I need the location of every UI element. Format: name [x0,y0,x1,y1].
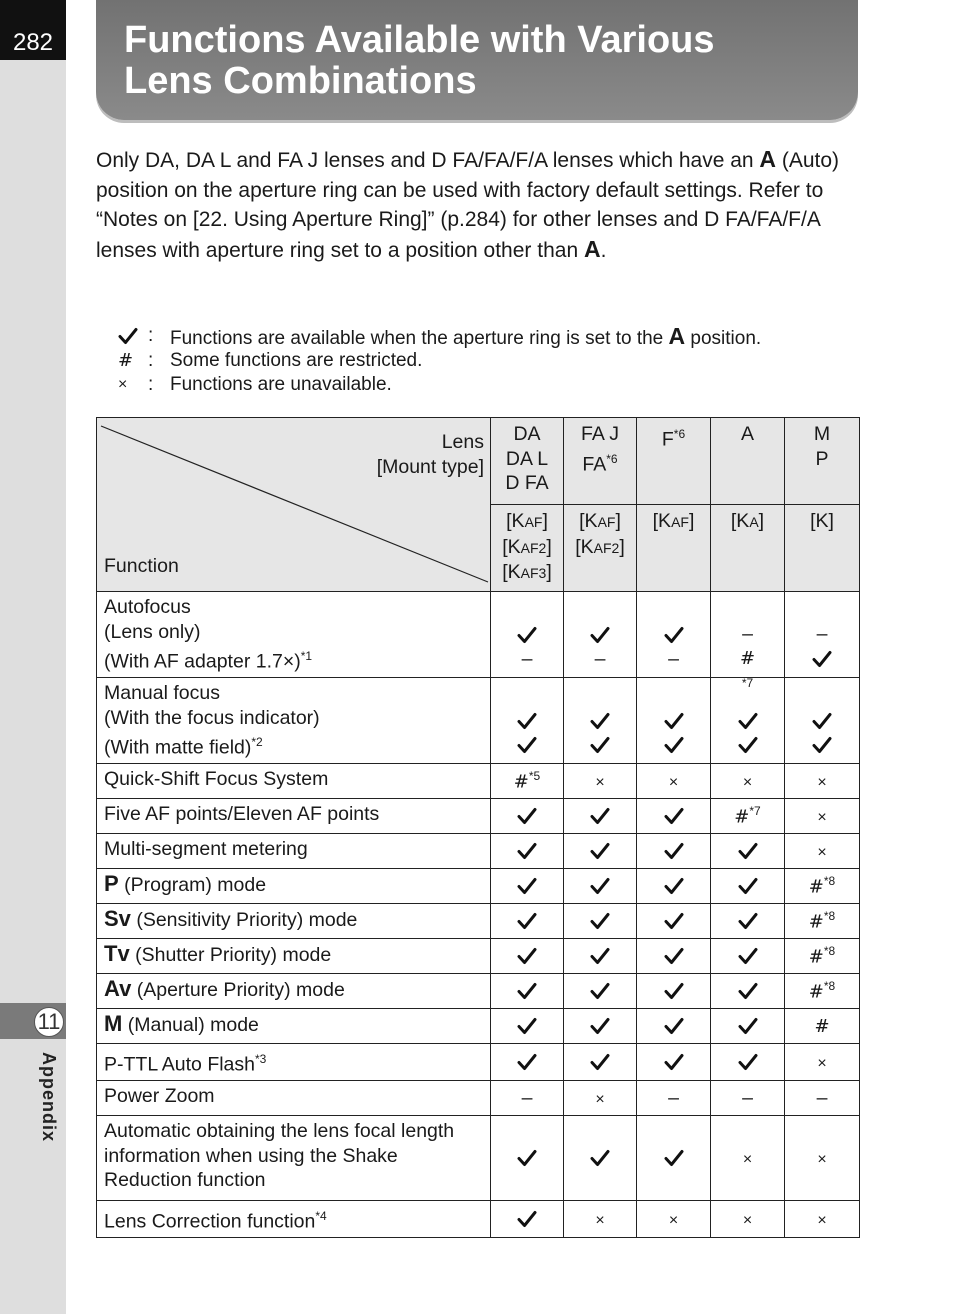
x-icon: × [595,773,605,791]
availability-cell [711,904,785,939]
check-icon [738,736,758,754]
availability-cell [637,764,711,799]
availability-cell [637,1116,711,1201]
x-icon: × [817,773,827,791]
availability-cell [637,904,711,939]
availability-cell [564,1081,637,1116]
check-icon [517,1149,537,1167]
x-icon: × [668,773,679,791]
check-icon [590,1017,610,1035]
footnote-ref: *6 [606,451,618,466]
aperture-a-mark: A [583,235,601,262]
check-icon [738,1053,758,1071]
legend-row-x [118,373,761,398]
availability-cell [637,869,711,904]
availability-cell [711,1116,785,1201]
function-name-cell: Av (Aperture Priority) mode [97,974,491,1009]
hash-icon: # [814,1015,830,1037]
check-icon [664,877,684,895]
check-icon [517,982,537,1000]
dash-icon: – [668,647,679,670]
availability-cell [491,939,564,974]
check-icon [118,327,138,345]
legend-row-hash [118,349,761,374]
availability-cell [637,1201,711,1238]
function-name-cell: Manual focus (With the focus indicator) (With matte field)$^{*2}$ [97,678,491,764]
hash-icon: # [513,771,529,793]
check-icon [517,736,537,754]
check-icon [664,712,684,730]
availability-cell [491,1009,564,1044]
table-row [97,834,860,869]
availability-cell [564,834,637,869]
legend-hash-text: Some functions are restricted. [170,349,423,371]
availability-cell [491,799,564,834]
legend-separator: : [148,349,154,371]
check-icon [590,736,610,754]
mode-symbol: Tv [104,941,130,966]
hash-icon: # [808,876,824,898]
check-icon [738,947,758,965]
check-icon [738,842,758,860]
check-icon [664,982,684,1000]
page-title [124,20,715,102]
availability-cell [491,834,564,869]
mode-symbol: Av [104,976,132,1001]
symbol-legend [118,324,761,398]
header-lens-col-4: A [711,418,785,505]
footnote-ref: *1 [300,649,313,663]
function-name-cell: Autofocus (Lens only) (With AF adapter 1.7×)$^{*1}$ [97,592,491,678]
chapter-number: 11 [34,1007,64,1037]
check-icon [664,1149,684,1167]
page-title-line-1: Functions Available with Various [124,19,715,61]
check-icon [517,1210,537,1228]
check-icon [664,626,684,644]
check-icon [517,912,537,930]
hash-icon: # [808,911,824,933]
x-icon: × [817,843,827,861]
check-icon [590,1149,610,1167]
availability-cell [637,1081,711,1116]
function-name-cell: P-TTL Auto Flash$^{*3}$ [97,1044,491,1081]
check-icon [590,877,610,895]
availability-cell [785,1201,860,1238]
legend-separator: : [148,325,154,347]
check-icon [590,712,610,730]
x-icon: × [742,1150,753,1168]
availability-cell [564,974,637,1009]
availability-cell [711,974,785,1009]
availability-cell [711,1009,785,1044]
table-row [97,592,860,678]
page-title-line-2: Lens Combinations [124,60,477,102]
availability-cell [637,1009,711,1044]
footnote-ref: *8 [823,908,836,923]
availability-cell [564,869,637,904]
mode-symbol: Sv [104,906,131,931]
dash-icon: – [742,623,753,645]
availability-cell [711,1081,785,1116]
header-mount-col-1: [KAF] [KAF2] [KAF3] [491,505,564,592]
availability-cell [637,592,711,678]
table-row [97,1116,860,1201]
function-name-cell: P (Program) mode [97,869,491,904]
availability-cell [491,764,564,799]
dash-icon: – [521,647,533,670]
header-mount-col-4: [KA] [711,505,785,592]
legend-check-text: Functions are available when the aperture ring is set to the A position. [170,322,762,349]
availability-cell [491,1116,564,1201]
x-icon: × [742,773,753,791]
x-icon: × [595,1090,605,1108]
availability-cell [711,1044,785,1081]
availability-cell [564,592,637,678]
availability-cell [491,678,564,764]
header-lens-col-5: M P [785,418,860,505]
mode-symbol: M [104,1011,123,1036]
check-icon [517,1017,537,1035]
header-function-label: Function [104,554,179,577]
table-row [97,939,860,974]
intro-paragraph [96,145,856,265]
dash-icon: – [521,1086,533,1109]
header-lens-col-3: $F^{*6}$ [637,418,711,505]
check-icon [517,842,537,860]
availability-cell [711,834,785,869]
aperture-a-mark: A [668,322,686,349]
availability-cell [564,939,637,974]
availability-cell [564,904,637,939]
check-icon [590,807,610,825]
function-name-cell: M (Manual) mode [97,1009,491,1044]
availability-cell [564,764,637,799]
function-name-cell: Automatic obtaining the lens focal length information when using the Shake Reduction function [97,1116,491,1201]
check-icon [517,807,537,825]
x-icon: × [817,1211,827,1229]
table-row [97,799,860,834]
availability-cell [785,939,860,974]
header-lens-col-2: FA J FA$^{*6}$ [564,418,637,505]
availability-cell [637,1044,711,1081]
availability-cell [491,869,564,904]
header-mount-label: [Mount type] [376,455,484,478]
header-mount-col-5: [K] [785,505,860,592]
availability-cell [785,974,860,1009]
check-icon [738,982,758,1000]
check-icon [590,912,610,930]
table-row [97,904,860,939]
function-name-cell: Five AF points/Eleven AF points [97,799,491,834]
x-icon: × [817,1150,827,1168]
legend-x-text: Functions are unavailable. [170,374,392,396]
check-icon [738,712,758,730]
check-icon [664,1017,684,1035]
check-icon [590,982,610,1000]
availability-cell [785,904,860,939]
availability-cell [491,1081,564,1116]
table-row [97,1081,860,1116]
x-icon: × [742,1211,753,1229]
hash-icon: # [739,647,756,669]
x-icon: × [817,1054,827,1072]
function-name-cell: Lens Correction function$^{*4}$ [97,1201,491,1238]
table-row [97,974,860,1009]
check-icon [812,712,832,730]
check-icon [664,736,684,754]
table-row [97,1201,860,1238]
mode-symbol: P [104,871,119,896]
footnote-ref: *7 [749,803,761,818]
legend-separator: : [148,374,154,396]
dash-icon: – [668,1086,679,1109]
availability-cell [637,678,711,764]
header-corner-cell [97,418,491,592]
availability-cell [785,799,860,834]
hash-icon: # [808,946,824,968]
availability-cell [711,939,785,974]
availability-cell [564,1201,637,1238]
availability-cell [637,834,711,869]
availability-cell [785,678,860,764]
check-icon [738,877,758,895]
check-icon [812,736,832,754]
availability-cell [711,799,785,834]
check-icon [590,626,610,644]
availability-cell [711,764,785,799]
function-name-cell: Quick-Shift Focus System [97,764,491,799]
footnote-ref: *8 [823,978,836,993]
availability-cell [785,1081,860,1116]
check-icon [664,842,684,860]
check-icon [664,912,684,930]
availability-cell [785,834,860,869]
check-icon [590,842,610,860]
availability-cell [491,904,564,939]
page-number: 282 [0,0,66,60]
x-icon: × [595,1211,605,1229]
table-header-row [97,418,860,505]
dash-icon: – [594,647,606,670]
check-icon [812,650,832,668]
header-lens-col-1: DA DA L D FA [491,418,564,505]
check-icon [738,1017,758,1035]
table-row [97,1009,860,1044]
availability-cell [785,592,860,678]
availability-cell [564,1009,637,1044]
availability-cell [711,592,785,690]
check-icon [590,947,610,965]
availability-cell [637,939,711,974]
intro-text-1: Only DA, DA L and FA J lenses and D FA/FA/F/A lenses which have an [96,149,760,172]
function-name-cell: Power Zoom [97,1081,491,1116]
availability-cell [711,869,785,904]
dash-icon: – [816,1086,828,1109]
chapter-label: Appendix [39,1052,59,1143]
header-lens-label: Lens [441,430,484,453]
availability-cell [564,799,637,834]
dash-icon: – [816,623,828,645]
availability-cell [637,974,711,1009]
availability-cell [564,1044,637,1081]
footnote-ref: *8 [823,873,836,888]
availability-cell [491,1044,564,1081]
availability-cell [491,1201,564,1238]
check-icon [517,877,537,895]
table-row [97,764,860,799]
function-name-cell: Multi-segment metering [97,834,491,869]
x-icon: × [668,1211,679,1229]
footnote-ref: *2 [251,735,263,749]
footnote-ref: *4 [315,1209,327,1223]
check-icon [664,1053,684,1071]
availability-cell [785,1044,860,1081]
check-icon [590,1053,610,1071]
x-icon: × [118,376,128,394]
table-row [97,869,860,904]
check-icon [664,807,684,825]
table-row [97,1044,860,1081]
aperture-a-mark: A [759,146,777,172]
availability-cell [491,592,564,678]
function-name-cell: Sv (Sensitivity Priority) mode [97,904,491,939]
footnote-ref: *5 [528,768,541,783]
dash-icon: – [742,1086,753,1109]
check-icon [517,626,537,644]
check-icon [517,1053,537,1071]
intro-text-2: (Auto) position on the aperture ring can be used with factory default settings. Refer to “Notes on [22. Using Aperture Ring]” (p.284) for other lenses and D FA/FA/F/A lenses with aperture ring set to a position other than [96,149,840,262]
availability-cell [564,1116,637,1201]
availability-cell [637,799,711,834]
header-mount-col-3: [KAF] [637,505,711,592]
function-name-cell: Tv (Shutter Priority) mode [97,939,491,974]
footnote-ref: *6 [673,427,686,441]
intro-text-3: . [600,238,607,262]
header-mount-col-2: [KAF] [KAF2] [564,505,637,592]
availability-cell [785,1116,860,1201]
availability-cell [564,678,637,764]
hash-icon: # [734,806,750,828]
availability-cell [785,869,860,904]
hash-icon: # [118,350,134,372]
footnote-ref: *7 [741,676,754,690]
check-icon [738,912,758,930]
legend-row-check [118,324,761,349]
availability-cell [491,974,564,1009]
check-icon [664,947,684,965]
lens-function-table [96,417,860,1238]
check-icon [517,947,537,965]
check-icon [517,712,537,730]
x-icon: × [817,808,827,826]
availability-cell [711,1201,785,1238]
availability-cell [785,764,860,799]
hash-icon: # [808,981,824,1003]
footnote-ref: *3 [255,1052,267,1066]
availability-cell [785,1009,860,1044]
footnote-ref: *8 [823,943,836,958]
